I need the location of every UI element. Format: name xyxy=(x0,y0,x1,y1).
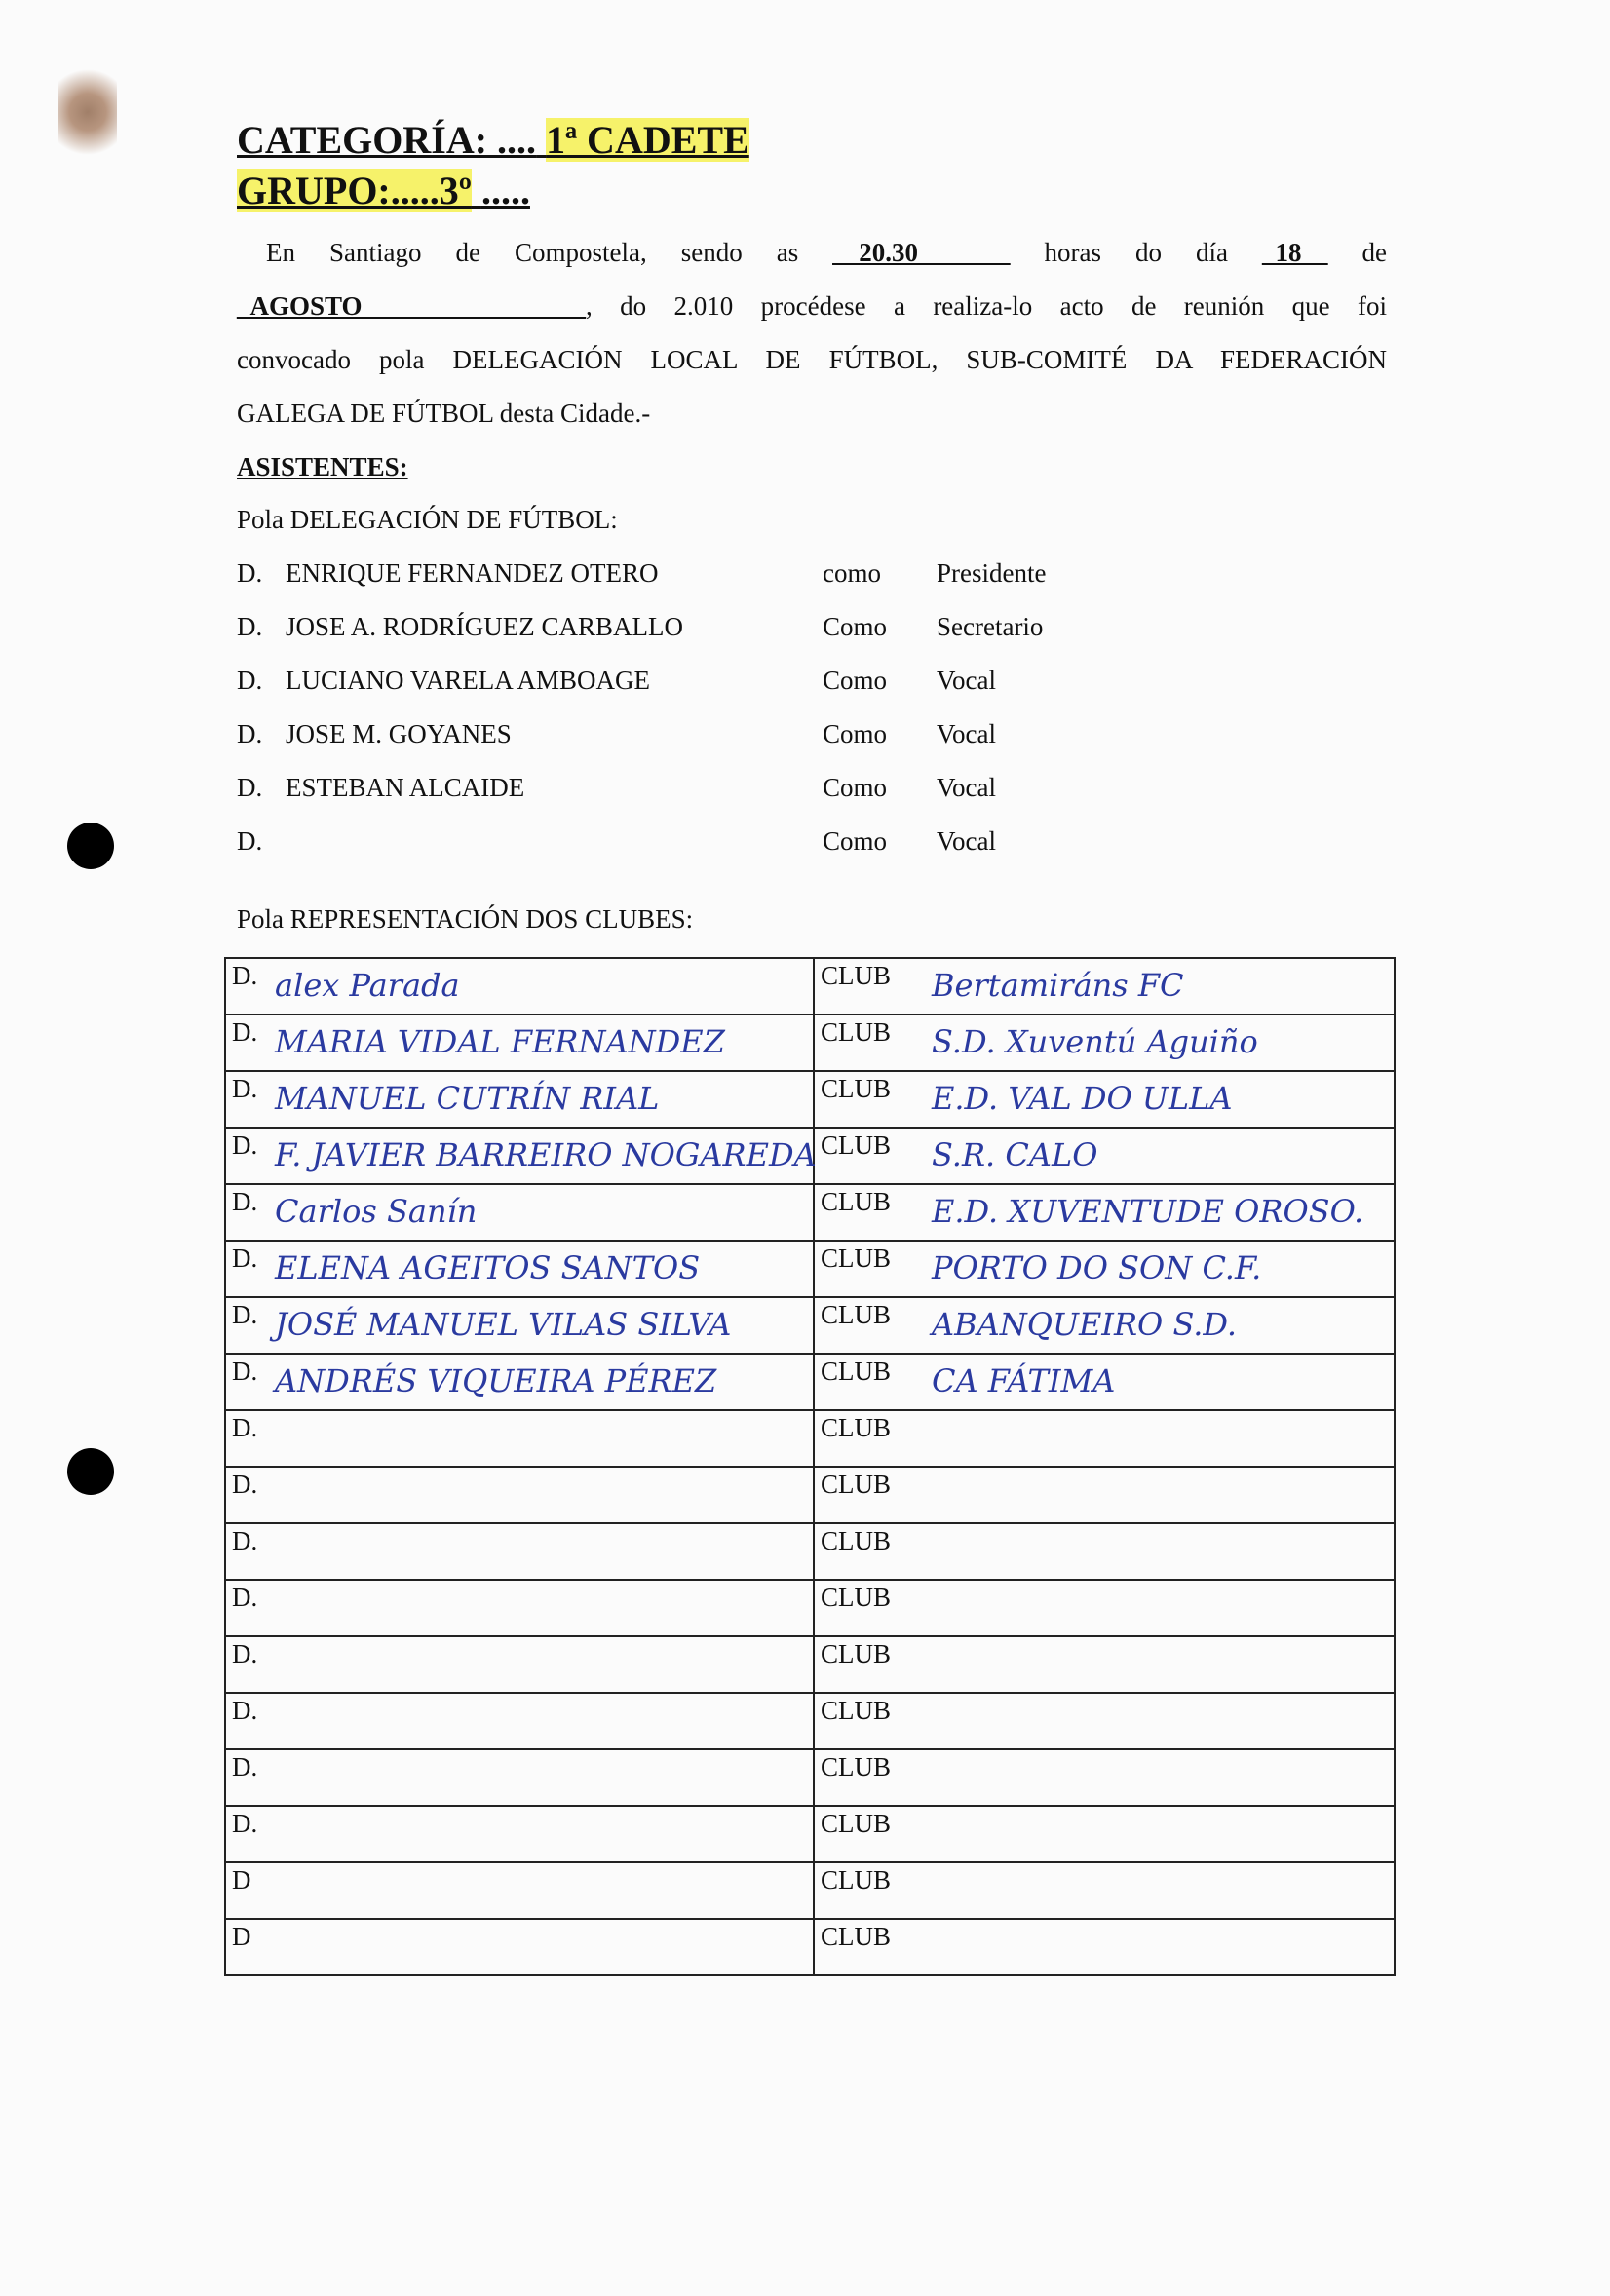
member-role: Vocal xyxy=(937,719,996,748)
grupo-label: GRUPO:.....3º xyxy=(237,169,472,212)
table-row xyxy=(225,958,1395,1014)
member-como: Como xyxy=(823,666,888,695)
name-cell[interactable] xyxy=(225,1354,814,1410)
table-row xyxy=(225,1467,1395,1523)
handwritten-name: MANUEL CUTRÍN RIAL xyxy=(275,1080,660,1117)
dia-field: _18__ xyxy=(1262,238,1328,267)
club-cell[interactable] xyxy=(814,1862,1395,1919)
club-label: CLUB xyxy=(821,1865,892,1894)
name-cell[interactable] xyxy=(225,1467,814,1523)
handwritten-name: JOSÉ MANUEL VILAS SILVA xyxy=(275,1306,732,1343)
handwritten-club: E.D. VAL DO ULLA xyxy=(932,1080,1233,1117)
table-row xyxy=(225,1241,1395,1297)
member-prefix: D. xyxy=(237,666,263,695)
handwritten-club: S.D. Xuventú Aguiño xyxy=(932,1023,1258,1060)
member-name: JOSE M. GOYANES xyxy=(286,719,512,748)
club-cell[interactable] xyxy=(814,1014,1395,1071)
intro-line-4: GALEGA DE FÚTBOL desta Cidade.- xyxy=(237,399,651,428)
prefix-label: D. xyxy=(232,1583,258,1612)
asistentes-heading: ASISTENTES: xyxy=(237,452,408,481)
clubes-table xyxy=(224,957,1396,1976)
member-prefix: D. xyxy=(237,558,263,588)
club-cell[interactable] xyxy=(814,1919,1395,1975)
categoria-value: 1ª CADETE xyxy=(546,118,749,162)
name-cell[interactable] xyxy=(225,1580,814,1636)
table-row xyxy=(225,1071,1395,1128)
club-label: CLUB xyxy=(821,1470,892,1499)
member-prefix: D. xyxy=(237,826,263,856)
table-row xyxy=(225,1410,1395,1467)
member-role: Vocal xyxy=(937,773,996,802)
prefix-label: D. xyxy=(232,1696,258,1725)
club-cell[interactable] xyxy=(814,1636,1395,1693)
categoria-label: CATEGORÍA: .... xyxy=(237,118,537,162)
club-label: CLUB xyxy=(821,1300,892,1329)
handwritten-club: Bertamiráns FC xyxy=(932,967,1184,1004)
table-row xyxy=(225,1919,1395,1975)
name-cell[interactable] xyxy=(225,1297,814,1354)
grupo-title xyxy=(237,168,530,213)
member-name: LUCIANO VARELA AMBOAGE xyxy=(286,666,651,695)
table-row xyxy=(225,1523,1395,1580)
prefix-label: D. xyxy=(232,961,258,990)
club-label: CLUB xyxy=(821,1130,892,1160)
punch-hole xyxy=(67,1448,114,1495)
club-label: CLUB xyxy=(821,1639,892,1668)
club-label: CLUB xyxy=(821,1017,892,1047)
member-role: Secretario xyxy=(937,612,1044,641)
club-label: CLUB xyxy=(821,1583,892,1612)
club-label: CLUB xyxy=(821,1809,892,1838)
member-name: ENRIQUE FERNANDEZ OTERO xyxy=(286,558,659,588)
name-cell[interactable] xyxy=(225,1693,814,1749)
name-cell[interactable] xyxy=(225,1862,814,1919)
prefix-label: D. xyxy=(232,1130,258,1160)
prefix-label: D. xyxy=(232,1470,258,1499)
member-como: como xyxy=(823,558,881,588)
handwritten-club: ABANQUEIRO S.D. xyxy=(932,1306,1238,1343)
prefix-label: D. xyxy=(232,1809,258,1838)
member-role: Vocal xyxy=(937,826,996,856)
table-row xyxy=(225,1636,1395,1693)
name-cell[interactable] xyxy=(225,1410,814,1467)
handwritten-name: MARIA VIDAL FERNANDEZ xyxy=(275,1023,725,1060)
intro-text: , do 2.010 procédese a realiza-lo acto de reunión que foi xyxy=(586,291,1387,321)
intro-text: de xyxy=(1361,238,1388,267)
club-cell[interactable] xyxy=(814,1467,1395,1523)
handwritten-name: ELENA AGEITOS SANTOS xyxy=(275,1249,701,1286)
club-label: CLUB xyxy=(821,1526,892,1555)
intro-line-3: convocado pola DELEGACIÓN LOCAL DE FÚTBOL, SUB-COMITÉ DA FEDERACIÓN xyxy=(237,345,1387,374)
table-row xyxy=(225,1862,1395,1919)
club-label: CLUB xyxy=(821,1357,892,1386)
name-cell[interactable] xyxy=(225,1184,814,1241)
name-cell[interactable] xyxy=(225,1241,814,1297)
prefix-label: D. xyxy=(232,1639,258,1668)
clubes-heading: Pola REPRESENTACIÓN DOS CLUBES: xyxy=(237,904,694,934)
club-label: CLUB xyxy=(821,1922,892,1951)
grupo-suffix: ..... xyxy=(480,169,530,212)
name-cell[interactable] xyxy=(225,1749,814,1806)
name-cell[interactable] xyxy=(225,1523,814,1580)
club-cell[interactable] xyxy=(814,1806,1395,1862)
prefix-label: D. xyxy=(232,1413,258,1442)
name-cell[interactable] xyxy=(225,1128,817,1184)
prefix-label: D. xyxy=(232,1357,258,1386)
table-row xyxy=(225,1580,1395,1636)
club-label: CLUB xyxy=(821,1752,892,1781)
club-label: CLUB xyxy=(821,1244,892,1273)
member-prefix: D. xyxy=(237,612,263,641)
delegacion-heading: Pola DELEGACIÓN DE FÚTBOL: xyxy=(237,505,618,534)
prefix-label: D. xyxy=(232,1300,258,1329)
member-como: Como xyxy=(823,719,888,748)
handwritten-club: PORTO DO SON C.F. xyxy=(932,1249,1262,1286)
member-role: Vocal xyxy=(937,666,996,695)
member-como: Como xyxy=(823,773,888,802)
intro-text: horas do día xyxy=(1044,238,1229,267)
name-cell[interactable] xyxy=(225,1806,814,1862)
member-role: Presidente xyxy=(937,558,1047,588)
club-cell[interactable] xyxy=(814,958,1395,1014)
prefix-label: D. xyxy=(232,1526,258,1555)
table-row xyxy=(225,1806,1395,1862)
table-row xyxy=(225,1184,1395,1241)
club-cell[interactable] xyxy=(814,1297,1395,1354)
handwritten-name: F. JAVIER BARREIRO NOGAREDA xyxy=(275,1136,817,1173)
member-como: Como xyxy=(823,826,888,856)
categoria-title xyxy=(237,117,749,163)
club-cell[interactable] xyxy=(814,1128,1395,1184)
member-name: ESTEBAN ALCAIDE xyxy=(286,773,525,802)
table-row xyxy=(225,1354,1395,1410)
handwritten-club: CA FÁTIMA xyxy=(932,1362,1116,1399)
handwritten-name: ANDRÉS VIQUEIRA PÉREZ xyxy=(275,1362,717,1399)
prefix-label: D xyxy=(232,1922,251,1951)
club-cell[interactable] xyxy=(814,1184,1395,1241)
member-prefix: D. xyxy=(237,719,263,748)
prefix-label: D. xyxy=(232,1752,258,1781)
mes-field: _AGOSTO_________________ xyxy=(237,291,587,321)
prefix-label: D. xyxy=(232,1187,258,1216)
table-row xyxy=(225,1693,1395,1749)
prefix-label: D. xyxy=(232,1017,258,1047)
prefix-label: D xyxy=(232,1865,251,1894)
club-cell[interactable] xyxy=(814,1354,1395,1410)
name-cell[interactable] xyxy=(225,1919,814,1975)
club-label: CLUB xyxy=(821,1413,892,1442)
table-row xyxy=(225,1749,1395,1806)
club-cell[interactable] xyxy=(814,1071,1395,1128)
table-row xyxy=(225,1297,1395,1354)
member-prefix: D. xyxy=(237,773,263,802)
handwritten-club: E.D. XUVENTUDE OROSO. xyxy=(932,1193,1364,1230)
club-label: CLUB xyxy=(821,1074,892,1103)
member-name: JOSE A. RODRÍGUEZ CARBALLO xyxy=(286,612,684,641)
name-cell[interactable] xyxy=(225,958,814,1014)
club-cell[interactable] xyxy=(814,1580,1395,1636)
club-cell[interactable] xyxy=(814,1241,1395,1297)
intro-text: En Santiago de Compostela, sendo as xyxy=(266,238,799,267)
intro-line-1 xyxy=(237,238,1387,268)
club-label: CLUB xyxy=(821,1187,892,1216)
prefix-label: D. xyxy=(232,1074,258,1103)
table-row xyxy=(225,1128,1395,1184)
handwritten-club: S.R. CALO xyxy=(932,1136,1098,1173)
club-cell[interactable] xyxy=(814,1523,1395,1580)
intro-line-2 xyxy=(237,291,1387,322)
ink-stain xyxy=(58,58,117,166)
club-cell[interactable] xyxy=(814,1410,1395,1467)
punch-hole xyxy=(67,823,114,869)
club-cell[interactable] xyxy=(814,1693,1395,1749)
hora-field: __20.30_______ xyxy=(832,238,1011,267)
name-cell[interactable] xyxy=(225,1071,814,1128)
name-cell[interactable] xyxy=(225,1636,814,1693)
handwritten-name: alex Parada xyxy=(275,967,460,1004)
club-label: CLUB xyxy=(821,1696,892,1725)
prefix-label: D. xyxy=(232,1244,258,1273)
table-row xyxy=(225,1014,1395,1071)
club-cell[interactable] xyxy=(814,1749,1395,1806)
handwritten-name: Carlos Sanín xyxy=(275,1193,478,1230)
club-label: CLUB xyxy=(821,961,892,990)
member-como: Como xyxy=(823,612,888,641)
name-cell[interactable] xyxy=(225,1014,814,1071)
